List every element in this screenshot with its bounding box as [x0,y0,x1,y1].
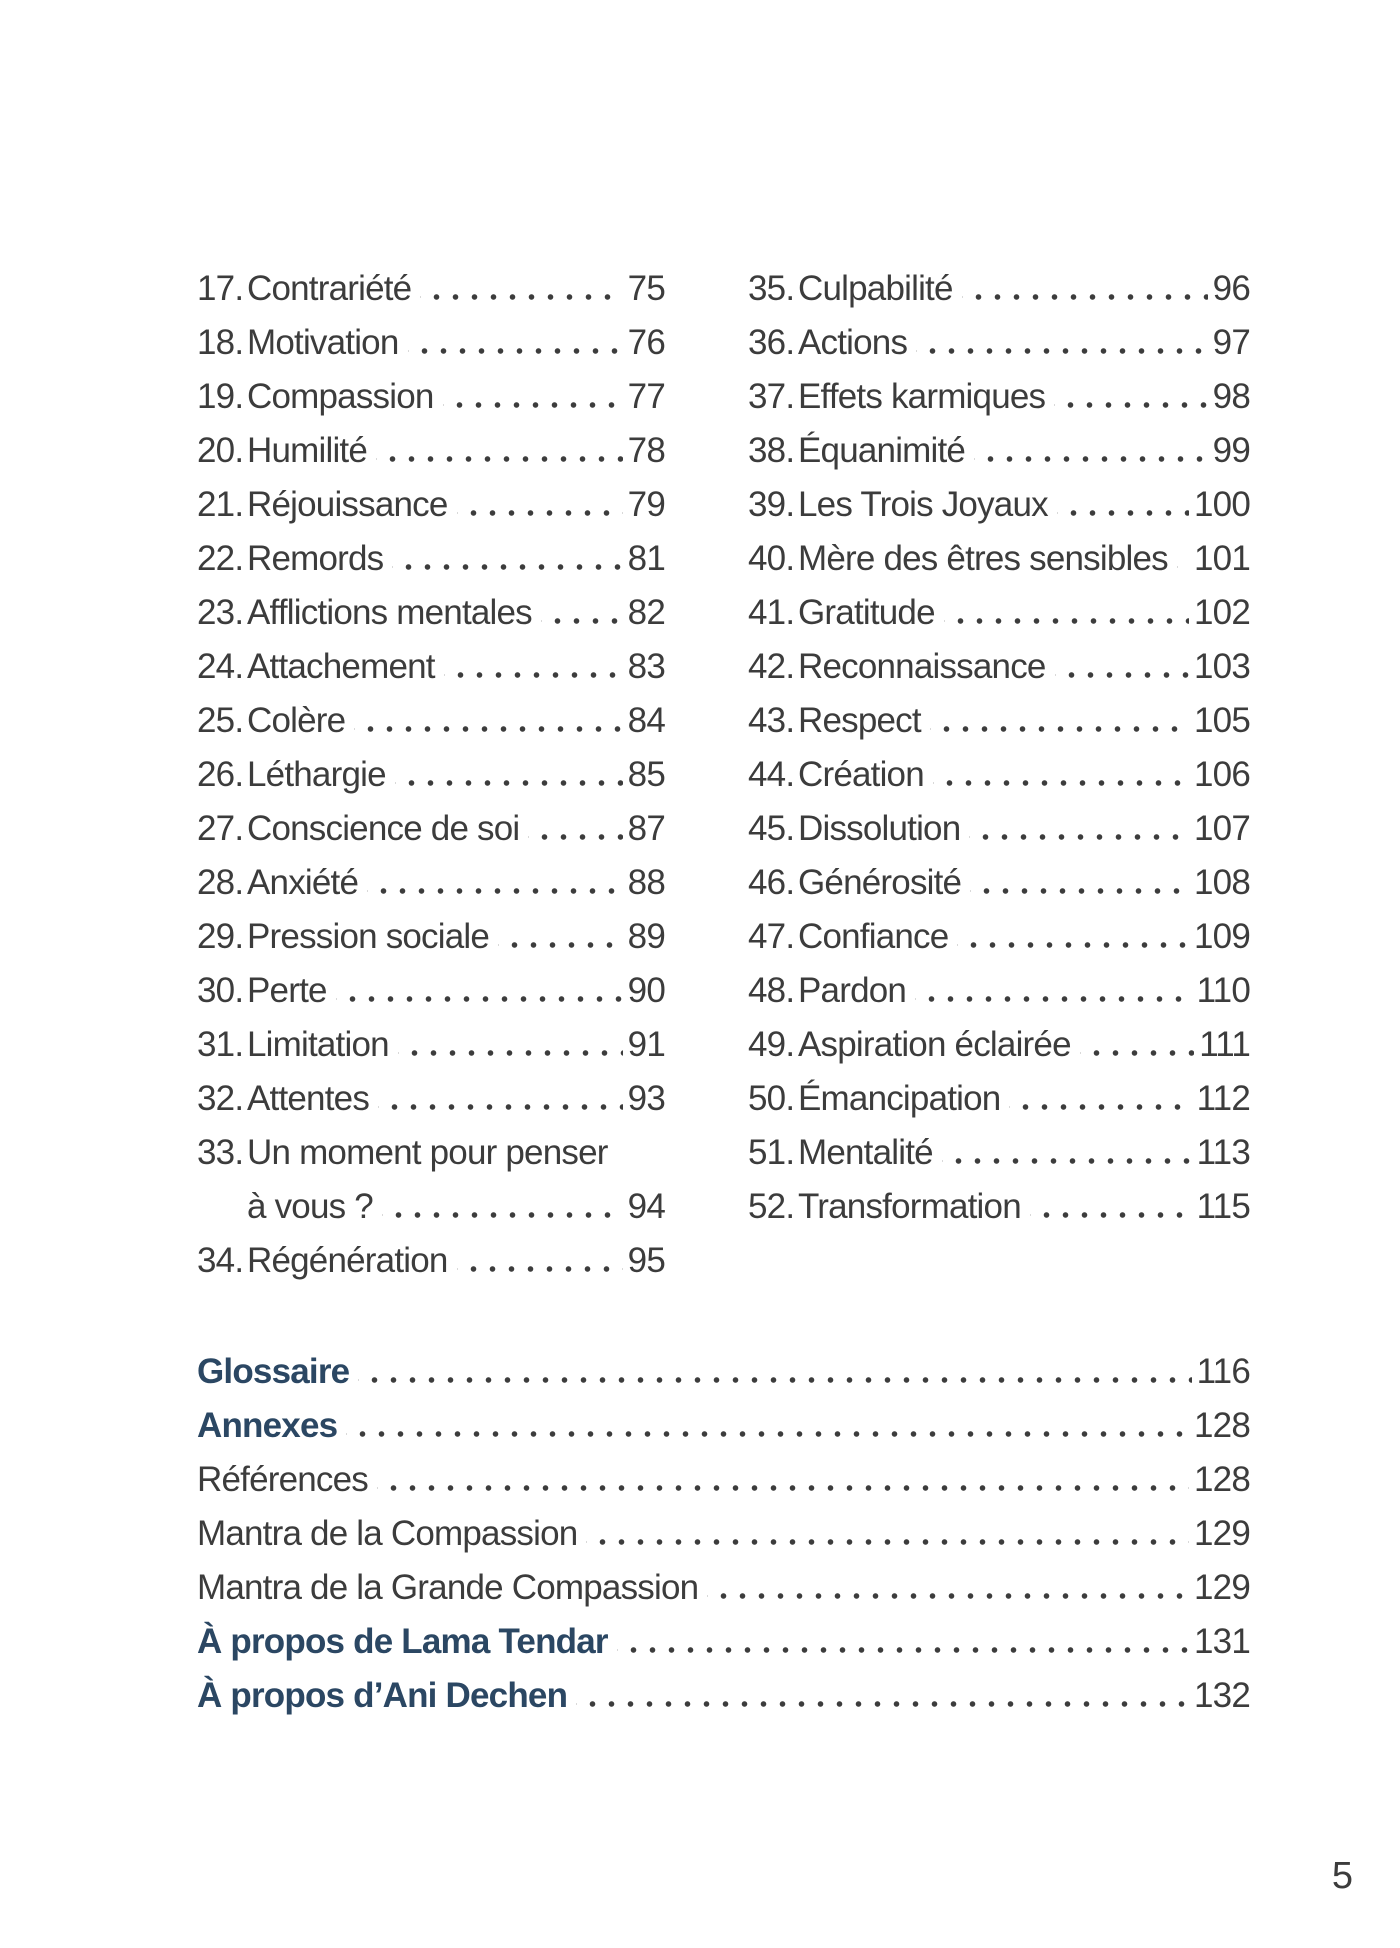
entry-number: 24. [197,647,244,686]
entry-title: Perte [247,971,327,1010]
toc-entry [197,1072,665,1126]
dot-leader [444,672,623,678]
entry-title: Attentes [247,1079,370,1118]
dot-leader [1030,1212,1192,1218]
toc-column-right [748,262,1250,1288]
toc-entry [748,640,1250,694]
entry-page: 115 [1196,1187,1250,1226]
dot-leader [1009,1104,1191,1110]
entry-title: Reconnaissance [798,647,1046,686]
toc-entry [748,910,1250,964]
toc-entry [197,262,665,316]
entry-number: 17. [197,269,244,308]
entry-number: 38. [748,431,795,470]
dot-leader [528,834,622,840]
entry-page: 83 [627,647,665,686]
entry-title: Anxiété [247,863,359,902]
entry-page: 105 [1194,701,1250,740]
entry-page: 95 [627,1241,665,1280]
dot-leader [915,996,1192,1002]
toc-entry [748,964,1250,1018]
entry-page: 128 [1194,1460,1250,1499]
entry-page: 76 [627,323,665,362]
toc-entry [197,802,665,856]
entry-title: Effets karmiques [798,377,1046,416]
toc-entry [197,1126,665,1180]
dot-leader [420,294,622,300]
entry-title: Les Trois Joyaux [798,485,1048,524]
dot-leader [392,564,622,570]
entry-page: 106 [1194,755,1250,794]
entry-page: 107 [1194,809,1250,848]
entry-page: 103 [1194,647,1250,686]
toc-entry [197,316,665,370]
entry-title: Équanimité [798,431,966,470]
toc-entry [748,748,1250,802]
toc-entry [197,1453,1250,1507]
entry-number: 40. [748,539,795,578]
entry-title: À propos de Lama Tendar [197,1622,608,1661]
entry-page: 79 [627,485,665,524]
toc-entry [748,478,1250,532]
entry-number: 46. [748,863,795,902]
entry-page: 132 [1194,1676,1250,1715]
toc-entry [197,1561,1250,1615]
entry-page: 78 [627,431,665,470]
dot-leader [408,348,623,354]
entry-title: Pression sociale [247,917,490,956]
entry-title: Contrariété [247,269,412,308]
entry-number: 41. [748,593,795,632]
toc-entry [197,1399,1250,1453]
entry-page: 98 [1212,377,1250,416]
entry-title: Annexes [197,1406,338,1445]
toc-entry [197,1018,665,1072]
entry-page: 91 [627,1025,665,1064]
dot-leader [1080,1050,1194,1056]
entry-number: 52. [748,1187,795,1226]
toc-entry [748,370,1250,424]
toc-entry [197,1507,1250,1561]
entry-page: 102 [1194,593,1250,632]
entry-page: 96 [1212,269,1250,308]
page-number: 5 [1331,1855,1353,1897]
entry-title: Transformation [798,1187,1021,1226]
entry-number: 42. [748,647,795,686]
entry-title: Mantra de la Compassion [197,1514,578,1553]
toc-entry [748,1126,1250,1180]
dot-leader [1057,510,1189,516]
entry-title: Afflictions mentales [247,593,532,632]
dot-leader [962,294,1208,300]
entry-number: 43. [748,701,795,740]
entry-page: 97 [1212,323,1250,362]
entry-title: Mentalité [798,1133,933,1172]
entry-title: Émancipation [798,1079,1001,1118]
entry-title: Conscience de soi [247,809,520,848]
toc-entry [748,856,1250,910]
entry-page: 109 [1194,917,1250,956]
toc-entry [748,1018,1250,1072]
entry-page: 101 [1194,539,1250,578]
entry-page: 75 [627,269,665,308]
entry-number: 20. [197,431,244,470]
entry-title: Motivation [247,323,399,362]
dot-leader [970,888,1189,894]
dot-leader [944,618,1189,624]
toc-entry [197,1615,1250,1669]
dot-leader [376,456,623,462]
entry-title: Mantra de la Grande Compassion [197,1568,699,1607]
entry-page: 131 [1194,1622,1250,1661]
entry-title: Remords [247,539,384,578]
entry-title: Attachement [247,647,435,686]
toc-entry [748,1072,1250,1126]
toc-entry [197,748,665,802]
dot-leader [395,780,623,786]
entry-number: 25. [197,701,244,740]
entry-page: 113 [1196,1133,1250,1172]
entry-number: 22. [197,539,244,578]
dot-leader [346,1431,1189,1437]
entry-page: 129 [1194,1514,1250,1553]
entry-number: 29. [197,917,244,956]
entry-page: 112 [1196,1079,1250,1118]
entry-page: 116 [1196,1352,1250,1391]
dot-leader [457,1266,623,1272]
dot-leader [382,1212,623,1218]
toc-entry [197,424,665,478]
toc-entry [748,694,1250,748]
dot-leader [1177,564,1189,570]
entry-title: Compassion [247,377,434,416]
entry-title-line2: à vous ? [247,1187,373,1226]
dot-leader [367,888,623,894]
toc-entry [197,478,665,532]
dot-leader [942,1158,1192,1164]
entry-title: Réjouissance [247,485,448,524]
entry-page: 85 [627,755,665,794]
entry-number: 44. [748,755,795,794]
entry-number: 36. [748,323,795,362]
entry-number: 34. [197,1241,244,1280]
entry-title: Références [197,1460,368,1499]
dot-leader [930,726,1189,732]
entry-title: Un moment pour penser [247,1133,608,1172]
toc-back-matter [197,1345,1250,1723]
dot-leader [457,510,623,516]
dot-leader [398,1050,623,1056]
entry-page: 128 [1194,1406,1250,1445]
dot-leader [933,780,1189,786]
dot-leader [969,834,1189,840]
entry-page: 88 [627,863,665,902]
toc-entry [197,1345,1250,1399]
entry-number: 21. [197,485,244,524]
dot-leader [957,942,1189,948]
dot-leader [916,348,1207,354]
entry-number: 39. [748,485,795,524]
entry-title: Colère [247,701,346,740]
toc-entry-continuation [197,1180,665,1234]
entry-title: À propos d’Ani Dechen [197,1676,568,1715]
toc-entry [197,856,665,910]
dot-leader [377,1485,1189,1491]
entry-number: 28. [197,863,244,902]
entry-title: Gratitude [798,593,935,632]
dot-leader [1054,402,1207,408]
entry-number: 31. [197,1025,244,1064]
toc-entry [197,964,665,1018]
entry-number: 32. [197,1079,244,1118]
dot-leader [617,1647,1189,1653]
dot-leader [354,726,622,732]
dot-leader [336,996,623,1002]
entry-number: 47. [748,917,795,956]
entry-title: Création [798,755,924,794]
dot-leader [378,1104,623,1110]
dot-leader [498,942,623,948]
entry-title: Limitation [247,1025,389,1064]
entry-number: 37. [748,377,795,416]
dot-leader [541,618,623,624]
entry-title: Léthargie [247,755,386,794]
toc-entry [197,1234,665,1288]
entry-page: 99 [1212,431,1250,470]
entry-number: 18. [197,323,244,362]
entry-title: Aspiration éclairée [798,1025,1071,1064]
entry-page: 89 [627,917,665,956]
toc-entry [197,532,665,586]
entry-page: 77 [627,377,665,416]
dot-leader [974,456,1208,462]
toc-entry [748,262,1250,316]
toc-entry [748,316,1250,370]
entry-title: Glossaire [197,1352,350,1391]
entry-page: 129 [1194,1568,1250,1607]
entry-title: Respect [798,701,921,740]
entry-page: 81 [627,539,665,578]
entry-page: 84 [627,701,665,740]
dot-leader [576,1701,1189,1707]
entry-title: Régénération [247,1241,448,1280]
toc-entry [197,910,665,964]
entry-page: 87 [627,809,665,848]
entry-number: 50. [748,1079,795,1118]
dot-leader [443,402,623,408]
entry-page: 100 [1194,485,1250,524]
entry-number: 27. [197,809,244,848]
toc-entry [197,370,665,424]
entry-title: Humilité [247,431,368,470]
toc-entry [197,640,665,694]
entry-page: 82 [627,593,665,632]
entry-title: Confiance [798,917,949,956]
entry-title: Actions [798,323,908,362]
toc-entry [748,424,1250,478]
entry-title: Générosité [798,863,962,902]
toc-entry [197,694,665,748]
dot-leader [358,1377,1191,1383]
toc-entry [748,586,1250,640]
entry-number: 33. [197,1133,244,1172]
entry-page: 108 [1194,863,1250,902]
toc-entry [197,586,665,640]
entry-number: 23. [197,593,244,632]
toc-entry [748,532,1250,586]
entry-page: 111 [1199,1025,1250,1064]
entry-title: Pardon [798,971,907,1010]
toc-entry [748,802,1250,856]
dot-leader [1055,672,1189,678]
entry-page: 110 [1196,971,1250,1010]
entry-number: 45. [748,809,795,848]
entry-page: 94 [627,1187,665,1226]
entry-title: Culpabilité [798,269,953,308]
toc-entry [197,1669,1250,1723]
toc-entry [748,1180,1250,1234]
entry-number: 26. [197,755,244,794]
entry-title: Dissolution [798,809,961,848]
entry-number: 51. [748,1133,795,1172]
entry-number: 30. [197,971,244,1010]
entry-indent [197,1180,247,1234]
dot-leader [586,1539,1189,1545]
dot-leader [707,1593,1189,1599]
toc-column-left [197,262,665,1288]
entry-page: 93 [627,1079,665,1118]
entry-title: Mère des êtres sensibles [798,539,1168,578]
toc-columns [197,262,1250,1288]
entry-number: 48. [748,971,795,1010]
entry-number: 35. [748,269,795,308]
entry-number: 19. [197,377,244,416]
entry-number: 49. [748,1025,795,1064]
entry-page: 90 [627,971,665,1010]
